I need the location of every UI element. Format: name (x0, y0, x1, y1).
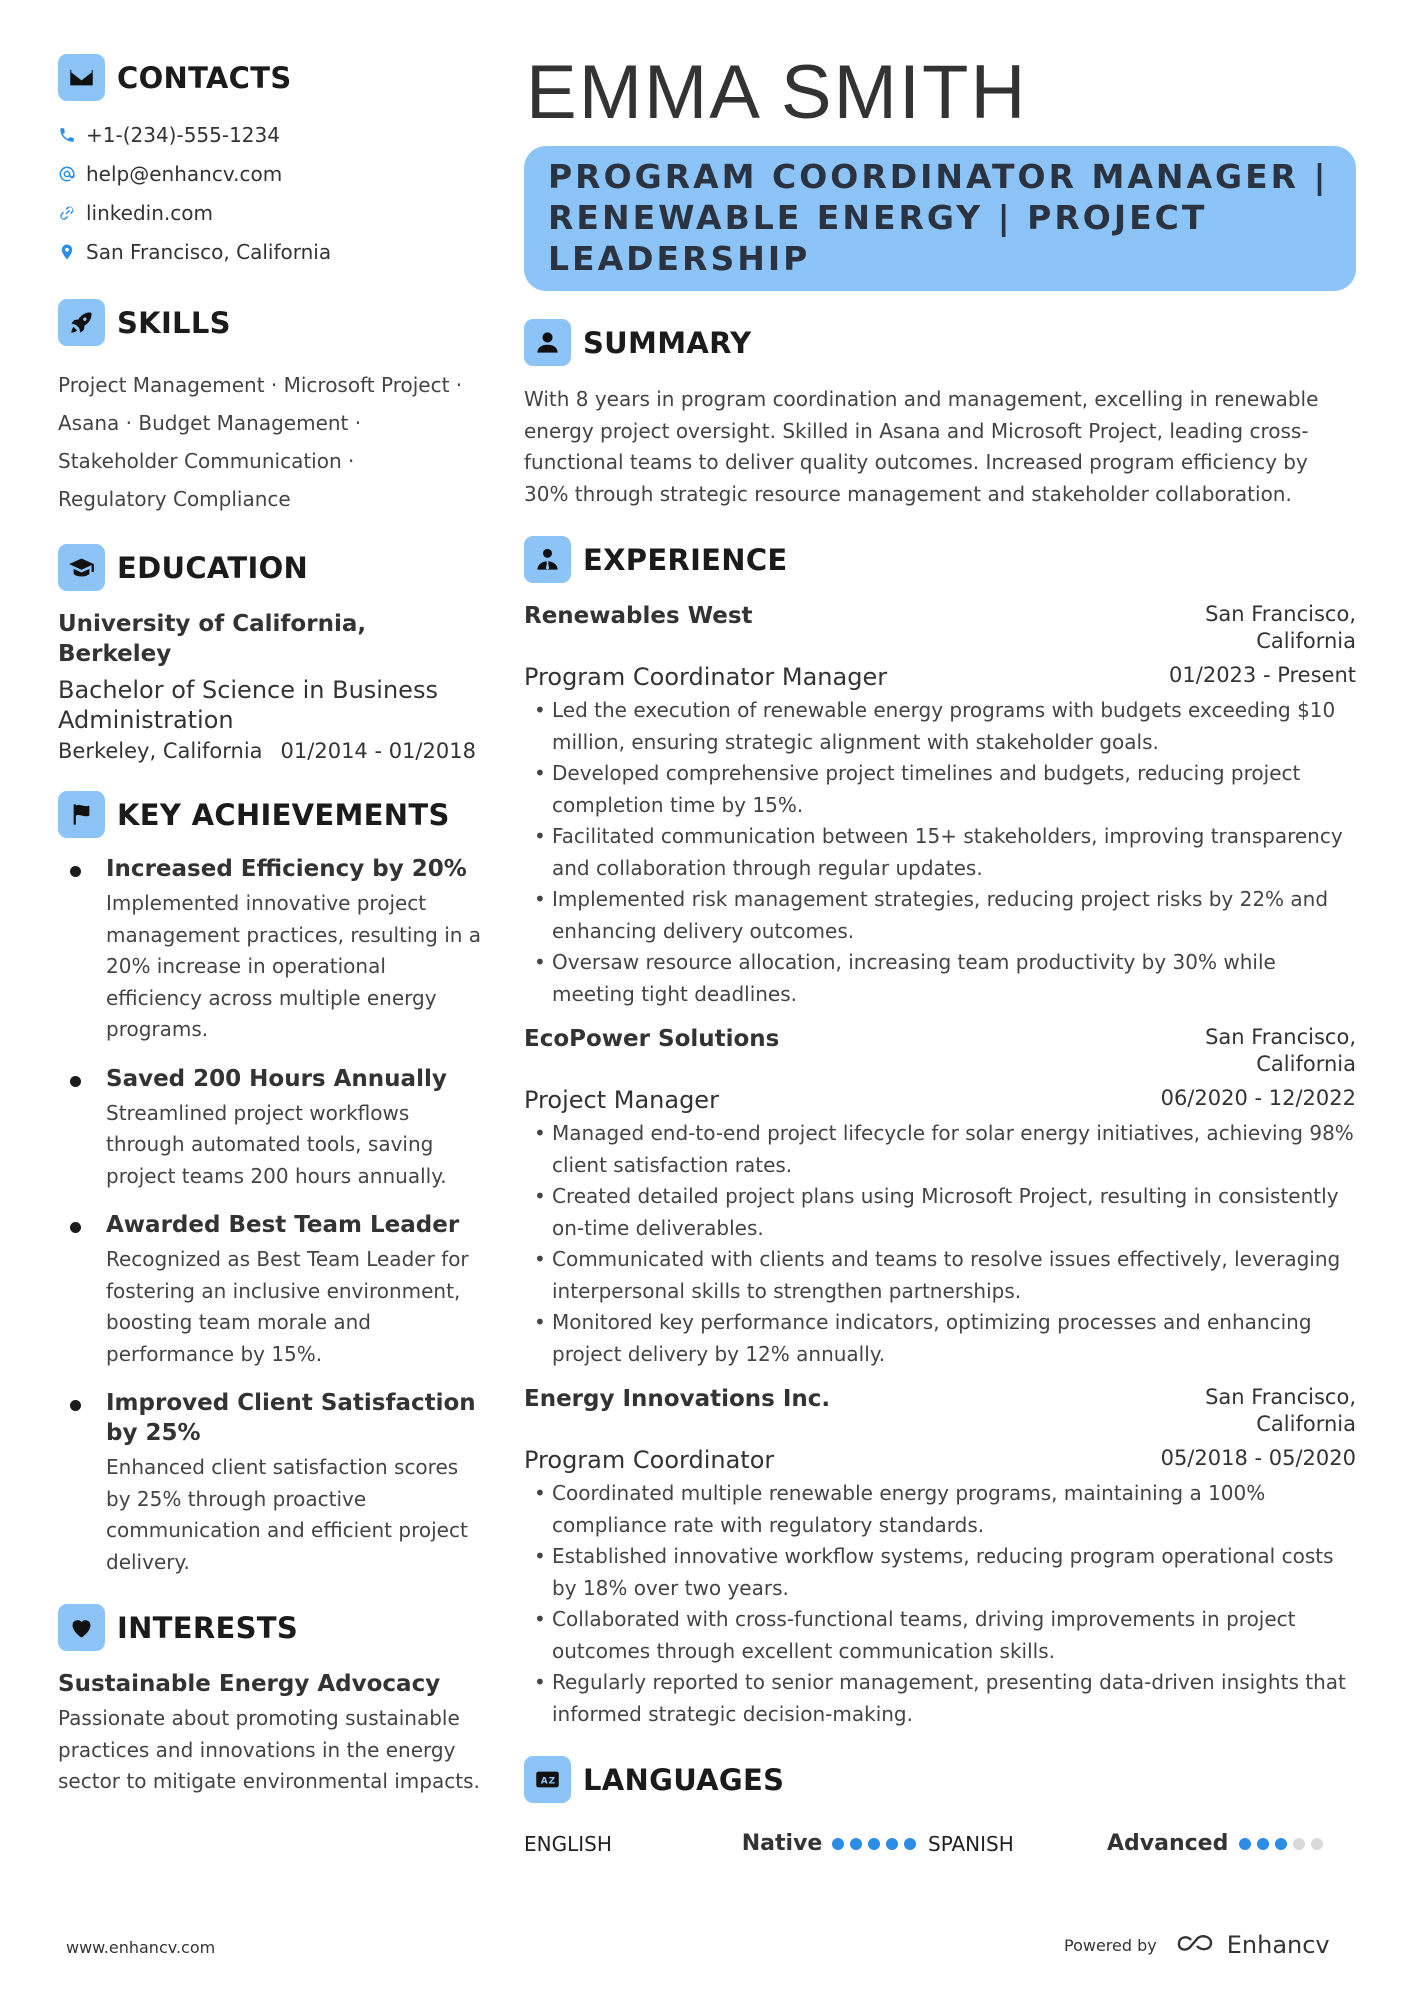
achievement-title: Awarded Best Team Leader (106, 1212, 460, 1238)
contact-linkedin (58, 193, 483, 232)
svg-text:Z: Z (548, 1776, 556, 1787)
achievement-title: Increased Efficiency by 20% (106, 856, 467, 882)
job-location-line: California (1256, 629, 1356, 653)
job-location-line: San Francisco, (1205, 602, 1356, 626)
job-bullet: • Monitored key performance indicators, optimizing processes and enhancing project delivery by 12% annually. (524, 1307, 1356, 1370)
proficiency-dot-filled (1257, 1838, 1269, 1850)
svg-text:A: A (540, 1776, 548, 1787)
proficiency-dot-empty (1293, 1838, 1305, 1850)
language-dots (832, 1838, 916, 1850)
education-heading (58, 544, 483, 591)
job-bullet: • Coordinated multiple renewable energy programs, maintaining a 100% compliance rate with regulatory standards. (524, 1478, 1356, 1541)
phone-text[interactable]: +1-(234)-555-1234 (86, 122, 280, 147)
skills-line: Stakeholder Communication · (58, 449, 355, 473)
email-text[interactable]: help@enhancv.com (86, 161, 283, 186)
skills-line: Project Management · Microsoft Project · (58, 373, 463, 397)
proficiency-dot-filled (850, 1838, 862, 1850)
interest-title: Sustainable Energy Advocacy (58, 1671, 441, 1697)
job-role-row (524, 663, 1356, 691)
achievement-desc: Implemented innovative project management practices, resulting in a 20% increase in operational efficiency across multiple energy programs. (106, 891, 482, 1041)
languages-heading (524, 1756, 1356, 1803)
job-dates: 05/2018 - 05/2020 (1160, 1446, 1356, 1470)
link-icon (58, 204, 76, 222)
job-bullet: • Led the execution of renewable energy programs with budgets exceeding $10 million, ensuring strategic alignment with stakeholder goals. (524, 695, 1356, 758)
job-bullet: • Managed end-to-end project lifecycle for solar energy initiatives, achieving 98% client satisfaction rates. (524, 1118, 1356, 1181)
language-dots (1239, 1838, 1323, 1850)
job-entry (524, 601, 1356, 1010)
job-bullet: • Created detailed project plans using Microsoft Project, resulting in consistently on-time deliverables. (524, 1181, 1356, 1244)
brand-name: Enhancv (1226, 1931, 1330, 1959)
achievement-title: Saved 200 Hours Annually (106, 1065, 447, 1092)
job-bullets (524, 1478, 1356, 1730)
job-company: Energy Innovations Inc. (524, 1386, 831, 1412)
job-location-line: San Francisco, (1205, 1025, 1356, 1049)
job-dates: 01/2023 - Present (1169, 663, 1356, 687)
headline-text: PROGRAM COORDINATOR MANAGER | RENEWABLE ENERGY | PROJECT LEADERSHIP (548, 157, 1329, 278)
footer-branding (1064, 1931, 1330, 1959)
skills-heading (58, 299, 483, 346)
education-dates: 01/2014 - 01/2018 (280, 739, 476, 763)
summary-heading (524, 319, 1356, 366)
achievement-item (58, 1064, 483, 1193)
proficiency-dot-filled (832, 1838, 844, 1850)
brand-logo[interactable] (1175, 1931, 1330, 1959)
proficiency-dot-filled (904, 1838, 916, 1850)
job-bullet: • Facilitated communication between 15+ stakeholders, improving transparency and collaboration through regular updates. (524, 821, 1356, 884)
achievements-heading (58, 791, 483, 838)
job-location (1205, 1024, 1356, 1078)
skills-line: Asana · Budget Management · (58, 411, 362, 435)
job-bullets (524, 695, 1356, 1010)
bullet-dot (70, 866, 81, 877)
proficiency-dot-filled (1275, 1838, 1287, 1850)
job-dates: 06/2020 - 12/2022 (1160, 1086, 1356, 1110)
job-entry (524, 1384, 1356, 1730)
person-icon (524, 319, 571, 366)
phone-icon (58, 126, 76, 144)
rocket-icon (58, 299, 105, 346)
businessperson-icon (524, 536, 571, 583)
achievement-title: Improved Client Satisfaction by 25% (106, 1390, 476, 1446)
powered-by-text: Powered by (1064, 1935, 1157, 1955)
graduation-cap-icon (58, 544, 105, 591)
language-name: ENGLISH (524, 1831, 612, 1856)
job-role: Program Coordinator (524, 1446, 775, 1474)
location-text: San Francisco, California (86, 239, 332, 264)
achievement-desc: Recognized as Best Team Leader for fostering an inclusive environment, boosting team morale and performance by 15%. (106, 1247, 469, 1366)
bullet-dot (70, 1400, 81, 1411)
language-name: SPANISH (928, 1831, 1014, 1856)
enhancv-logo-icon (1175, 1934, 1219, 1956)
left-column (58, 54, 483, 1798)
section-title: INTERESTS (117, 1610, 299, 1645)
job-location-line: California (1256, 1412, 1356, 1436)
experience-list (524, 601, 1356, 1730)
section-title: SKILLS (117, 305, 231, 340)
job-header (524, 1024, 1356, 1078)
job-role: Project Manager (524, 1086, 719, 1114)
flag-icon (58, 791, 105, 838)
contacts-heading (58, 54, 483, 101)
contact-email (58, 154, 483, 193)
job-location (1205, 1384, 1356, 1438)
job-company: EcoPower Solutions (524, 1026, 780, 1052)
at-icon (58, 165, 76, 183)
language-level: Native (741, 1831, 823, 1856)
linkedin-text[interactable]: linkedin.com (86, 200, 213, 225)
job-bullet: • Oversaw resource allocation, increasing team productivity by 30% while meeting tight deadlines. (524, 947, 1356, 1010)
right-column (524, 50, 1356, 1856)
achievements-list (58, 854, 483, 1578)
job-role-row (524, 1086, 1356, 1114)
achievement-desc: Streamlined project workflows through automated tools, saving project teams 200 hours annually. (106, 1100, 447, 1188)
section-title: KEY ACHIEVEMENTS (117, 797, 450, 832)
contact-location (58, 232, 483, 271)
skills-line: Regulatory Compliance (58, 487, 291, 511)
job-bullet: • Regularly reported to senior management, presenting data-driven insights that informed strategic decision-making. (524, 1667, 1356, 1730)
section-title: EDUCATION (117, 550, 309, 585)
section-title: LANGUAGES (583, 1762, 785, 1797)
skills-list (58, 366, 483, 518)
job-location-line: San Francisco, (1205, 1385, 1356, 1409)
job-bullet: • Collaborated with cross-functional teams, driving improvements in project outcomes through excellent communication skills. (524, 1604, 1356, 1667)
job-header (524, 1384, 1356, 1438)
achievement-item (58, 1210, 483, 1370)
language-level: Advanced (1107, 1831, 1229, 1856)
translate-icon (524, 1756, 571, 1803)
job-bullets (524, 1118, 1356, 1370)
achievement-item (58, 854, 483, 1046)
interests-heading (58, 1604, 483, 1651)
achievement-desc: Enhanced client satisfaction scores by 25% through proactive communication and efficient project delivery. (106, 1455, 468, 1574)
job-company: Renewables West (524, 603, 753, 629)
map-pin-icon (58, 243, 76, 261)
job-location (1205, 601, 1356, 655)
proficiency-dot-filled (886, 1838, 898, 1850)
education-degree: Bachelor of Science in Business Administration (58, 676, 438, 734)
job-role: Program Coordinator Manager (524, 663, 888, 691)
job-bullet: • Developed comprehensive project timelines and budgets, reducing project completion time by 15%. (524, 758, 1356, 821)
job-entry (524, 1024, 1356, 1370)
contact-list (58, 115, 483, 271)
job-header (524, 601, 1356, 655)
job-role-row (524, 1446, 1356, 1474)
job-bullet: • Communicated with clients and teams to resolve issues effectively, leveraging interpersonal skills to strengthen partnerships. (524, 1244, 1356, 1307)
job-bullet: • Established innovative workflow systems, reducing program operational costs by 18% over two years. (524, 1541, 1356, 1604)
proficiency-dot-empty (1311, 1838, 1323, 1850)
envelope-icon (58, 54, 105, 101)
language-english (524, 1831, 916, 1856)
headline-box (524, 146, 1356, 291)
bullet-dot (70, 1222, 81, 1233)
proficiency-dot-filled (868, 1838, 880, 1850)
achievement-item (58, 1388, 483, 1578)
candidate-name: EMMA SMITH (526, 50, 1028, 135)
bullet-dot (70, 1076, 81, 1087)
section-title: EXPERIENCE (583, 542, 788, 577)
section-title: CONTACTS (117, 60, 292, 95)
interest-desc: Passionate about promoting sustainable practices and innovations in the energy sector to mitigate environmental impacts. (58, 1706, 480, 1793)
language-spanish (928, 1831, 1323, 1856)
job-bullet: • Implemented risk management strategies, reducing project risks by 22% and enhancing delivery outcomes. (524, 884, 1356, 947)
section-title: SUMMARY (583, 325, 752, 360)
education-location: Berkeley, California (58, 739, 263, 763)
summary-text: With 8 years in program coordination and management, excelling in renewable energy project oversight. Skilled in Asana and Microsoft Project, leading cross-functional teams to deliver quality outcomes. Increased program efficiency by 30% through strategic resource management and stakeholder collaboration. (524, 387, 1319, 506)
footer-website[interactable]: www.enhancv.com (66, 1938, 216, 1957)
contact-phone (58, 115, 483, 154)
heart-icon (58, 1604, 105, 1651)
proficiency-dot-filled (1239, 1838, 1251, 1850)
languages-row (524, 1831, 1356, 1856)
education-school: University of California, Berkeley (58, 611, 367, 667)
job-location-line: California (1256, 1052, 1356, 1076)
experience-heading (524, 536, 1356, 583)
education-meta (58, 739, 483, 763)
